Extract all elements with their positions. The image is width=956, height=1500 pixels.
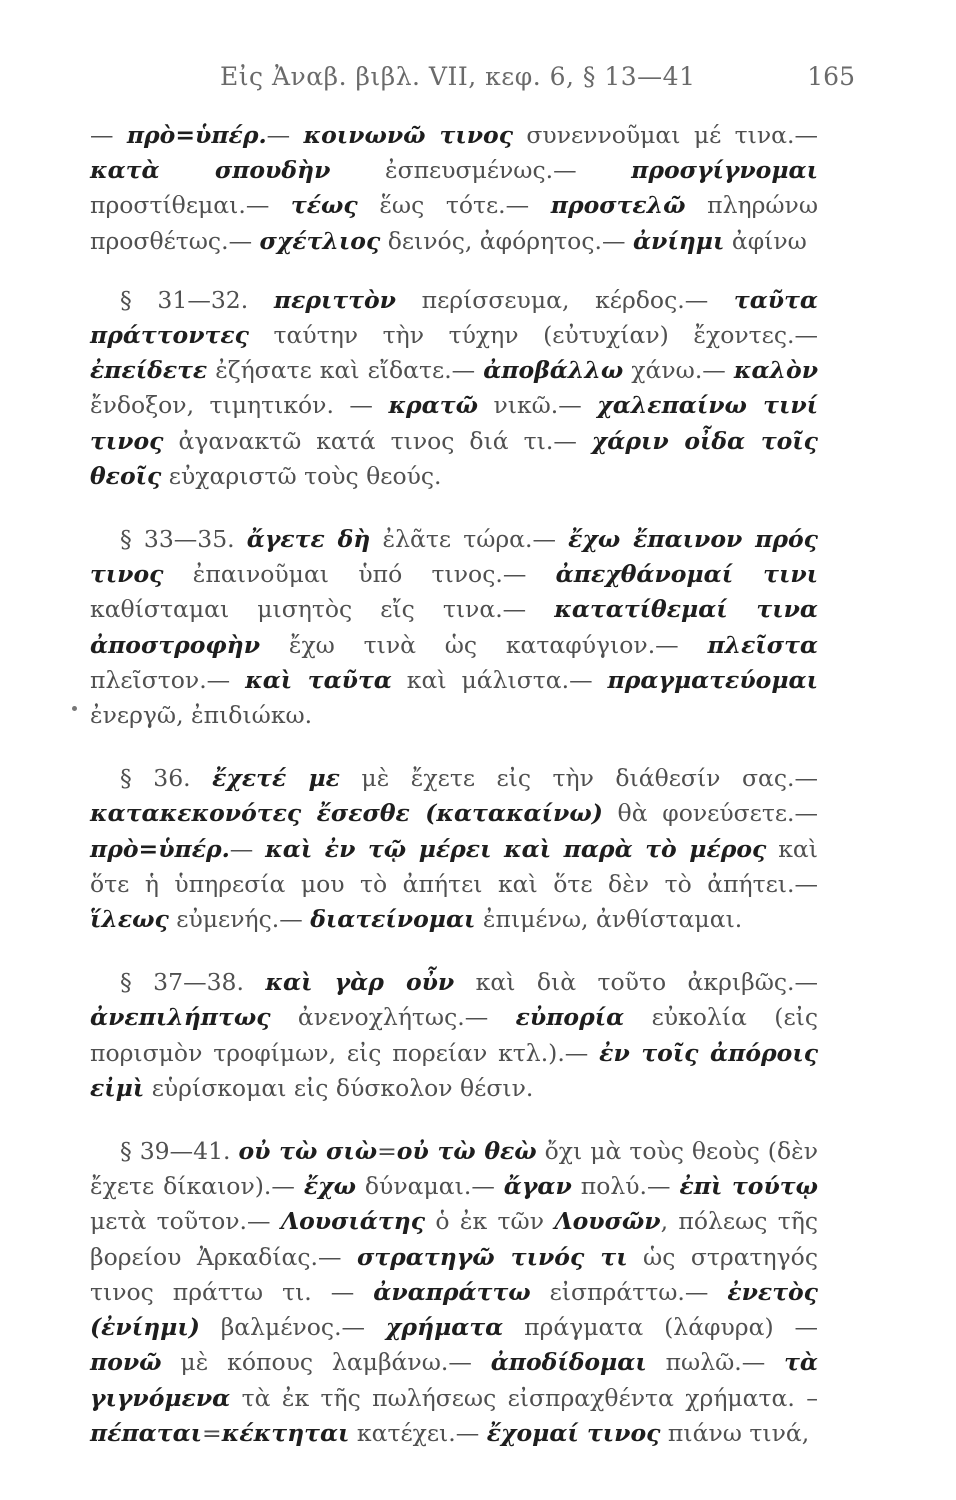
gloss-text: τὰ ἐκ τῆς πωλήσεως εἰσπραχθέντα χρήματα. – [230, 1383, 818, 1412]
lemma-term: ἔχετέ με [212, 764, 340, 793]
lemma-term: στρατηγῶ τινός τι [356, 1242, 628, 1271]
lemma-term: κατὰ σπουδὴν [90, 156, 331, 185]
gloss-text: δύναμαι.— [355, 1172, 504, 1201]
gloss-text: πιάνω τινά, [660, 1418, 810, 1447]
page-number: 165 [807, 62, 855, 91]
lemma-term: χαλεπαίνω τινί τινος [90, 391, 818, 455]
section-reference: § 33—35. [120, 525, 235, 554]
section-reference: § 36. [120, 764, 191, 793]
section-reference: § 37—38. [120, 968, 244, 997]
gloss-text: μὲ ἔχετε εἰς τὴν διάθεσίν σας.— [339, 764, 818, 793]
gloss-text: περίσσευμα, κέρδος.— [395, 285, 734, 314]
lemma-term: κέκτηται [221, 1418, 350, 1447]
gloss-text: θὰ φονεύσετε.— [602, 799, 818, 828]
gloss-text: εὐχαριστῶ τοὺς θεούς. [161, 461, 442, 490]
gloss-text: , πόλεως τῆς βορείου Ἀρκαδίας.— [90, 1207, 818, 1271]
commentary-paragraph [90, 118, 818, 259]
lemma-term: καὶ ταῦτα [245, 665, 392, 694]
gloss-text: ἐζήσατε καὶ εἴδατε.— [207, 356, 484, 385]
lemma-term: ἀναπράττω [373, 1277, 531, 1306]
gloss-text: προστίθεμαι.— [90, 191, 291, 220]
gloss-text: πολύ.— [571, 1172, 680, 1201]
gloss-text: δεινός, ἀφόρητος.— [380, 226, 633, 255]
gloss-text: ὡς στρατηγός τινος πράττω τι. — [90, 1242, 818, 1306]
gloss-text: νικῶ.— [477, 391, 598, 420]
gloss-text: πράγματα (λάφυρα) — [503, 1313, 818, 1342]
gloss-text: πωλῶ.— [646, 1348, 785, 1377]
lemma-term: ἀποδίδομαι [490, 1348, 647, 1377]
lemma-term: πρὸ=ὑπέρ. [126, 121, 267, 149]
lemma-term: ἔχω ἔπαινον πρός τινος [90, 525, 818, 589]
gloss-text: πλεῖστον.— [90, 665, 246, 694]
lemma-term: πονῶ [90, 1348, 162, 1377]
gloss-text: ἐλᾶτε τώρα.— [370, 525, 569, 554]
gloss-text: χάνω.— [623, 356, 734, 385]
gloss-text: ἐπιμένω, ἀνθίσταμαι. [475, 905, 743, 934]
gloss-text: καὶ μάλιστα.— [391, 665, 608, 694]
running-title: Εἰς Ἀναβ. βιβλ. VII, κεφ. 6, § 13—41 [220, 62, 696, 91]
gloss-text: συνεννοῦμαι μέ τινα.— [513, 121, 818, 149]
lemma-term: ἀπεχθάνομαί τινι [555, 560, 818, 589]
lemma-term: ἔχω [303, 1172, 356, 1201]
gloss-text: βαλμένος.— [199, 1313, 386, 1342]
lemma-term: Λουσιάτης [280, 1207, 426, 1236]
lemma-term: κατατίθεμαί τινα ἀποστροφὴν [90, 595, 818, 659]
gloss-text: ταύτην τὴν τύχην (εὐτυχίαν) ἔχοντες.— [248, 321, 818, 350]
margin-dot [72, 706, 77, 711]
lemma-term: ἐν τοῖς ἀπόροις εἰμὶ [90, 1038, 819, 1102]
gloss-text: ἐνεργῶ, ἐπιδιώκω. [90, 701, 313, 730]
gloss-text: — [229, 834, 266, 863]
commentary-text [90, 118, 818, 1479]
lemma-term: τέως [290, 191, 358, 220]
lemma-term: ἀνεπιλήπτως [90, 1003, 271, 1032]
gloss-text: ἕως τότε.— [357, 191, 551, 220]
lemma-term: οὐ τὼ σιὼ [238, 1137, 378, 1166]
lemma-term: περιττὸν [273, 285, 396, 314]
gloss-text: εὐκολία (εἰς πορισμὸν τροφίμων, εἰς πορείαν κτλ.).— [90, 1003, 819, 1067]
lemma-term: ἀνίημι [632, 226, 725, 255]
gloss-text: = [202, 1418, 222, 1447]
lemma-term: τὰ γιγνόμενα [90, 1348, 818, 1412]
gloss-text: εἰσπράττω.— [530, 1277, 728, 1306]
lemma-term: Λουσῶν [554, 1207, 661, 1236]
lemma-term: σχέτλιος [259, 226, 381, 255]
lemma-term: ἄγετε δὴ [246, 525, 371, 554]
gloss-text: — [90, 121, 127, 149]
lemma-term: καὶ γὰρ οὖν [265, 968, 455, 997]
gloss-text: ὄχι μὰ τοὺς θεοὺς (δὲν ἔχετε δίκαιον).— [90, 1137, 818, 1201]
lemma-term: ἐνετὸς (ἐνίημι) [90, 1277, 818, 1342]
gloss-text: ἀγανακτῶ κατά τινος διά τι.— [163, 426, 592, 455]
lemma-term: οὐ τὼ θεὼ [396, 1137, 537, 1166]
gloss-text: μὲ κόπους λαμβάνω.— [161, 1348, 491, 1377]
gloss-text: εὑρίσκομαι εἰς δύσκολον θέσιν. [144, 1073, 534, 1102]
gloss-text: μετὰ τοῦτον.— [90, 1207, 281, 1236]
lemma-term: προστελῶ [550, 191, 686, 220]
gloss-text: καθίσταμαι μισητὸς εἴς τινα.— [90, 595, 555, 624]
gloss-text: ἔχω τινὰ ὡς καταφύγιον.— [260, 630, 708, 659]
lemma-term: κοινωνῶ τινος [303, 121, 514, 149]
commentary-paragraph [90, 1134, 818, 1451]
lemma-term: εὐπορία [515, 1003, 625, 1032]
lemma-term: χρήματα [385, 1313, 504, 1342]
lemma-term: ἐπὶ τούτῳ [679, 1172, 818, 1201]
running-header [90, 62, 855, 96]
gloss-text: ἐπαινοῦμαι ὑπό τινος.— [163, 560, 556, 589]
lemma-term: πρὸ=ὑπέρ. [90, 834, 230, 863]
gloss-text: ἐσπευσμένως.— [330, 156, 632, 185]
gloss-text: — [266, 121, 304, 149]
lemma-term: χάριν οἶδα τοῖς θεοῖς [90, 426, 818, 490]
lemma-term: πραγματεύομαι [607, 665, 818, 694]
lemma-term: ἵλεως [90, 905, 169, 934]
lemma-term: καλὸν [733, 356, 818, 385]
gloss-text: ἔνδοξον, τιμητικόν. — [90, 391, 389, 420]
gloss-text: ἀφίνω [724, 226, 807, 255]
lemma-term: κατακεκονότες ἔσεσθε (κατακαίνω) [90, 799, 603, 828]
commentary-paragraph [90, 522, 818, 733]
commentary-paragraph [90, 283, 818, 494]
lemma-term: ἔχομαί τινος [486, 1418, 661, 1447]
lemma-term: διατείνομαι [310, 905, 476, 934]
gloss-text: καὶ ὅτε ἡ ὑπηρεσία μου τὸ ἀπήτει καὶ ὅτε δὲν τὸ ἀπήτει.— [90, 834, 818, 898]
lemma-term: ἐπείδετε [90, 356, 208, 385]
gloss-text: κατέχει.— [349, 1418, 487, 1447]
lemma-term: ἄγαν [503, 1172, 572, 1201]
section-reference: § 39—41. [120, 1137, 231, 1166]
commentary-paragraph [90, 965, 818, 1106]
gloss-text: ὁ ἐκ τῶν [425, 1207, 555, 1236]
lemma-term: καὶ ἐν τῷ μέρει καὶ παρὰ τὸ μέρος [265, 834, 767, 863]
gloss-text: καὶ διὰ τοῦτο ἀκριβῶς.— [454, 968, 818, 997]
lemma-term: πλεῖστα [707, 630, 818, 659]
lemma-term: προσγίγνομαι [631, 156, 818, 185]
lemma-term: κρατῶ [388, 391, 478, 420]
gloss-text: ἀνενοχλήτως.— [270, 1003, 516, 1032]
gloss-text: εὐμενής.— [168, 905, 311, 934]
section-reference: § 31—32. [120, 285, 249, 314]
lemma-term: ταῦτα πράττοντες [90, 285, 818, 350]
lemma-term: πέπαται [90, 1418, 203, 1447]
lemma-term: ἀποβάλλω [483, 356, 624, 385]
gloss-text: = [377, 1137, 397, 1166]
gloss-text: πληρώνω προσθέτως.— [90, 191, 818, 255]
commentary-paragraph [90, 761, 818, 937]
